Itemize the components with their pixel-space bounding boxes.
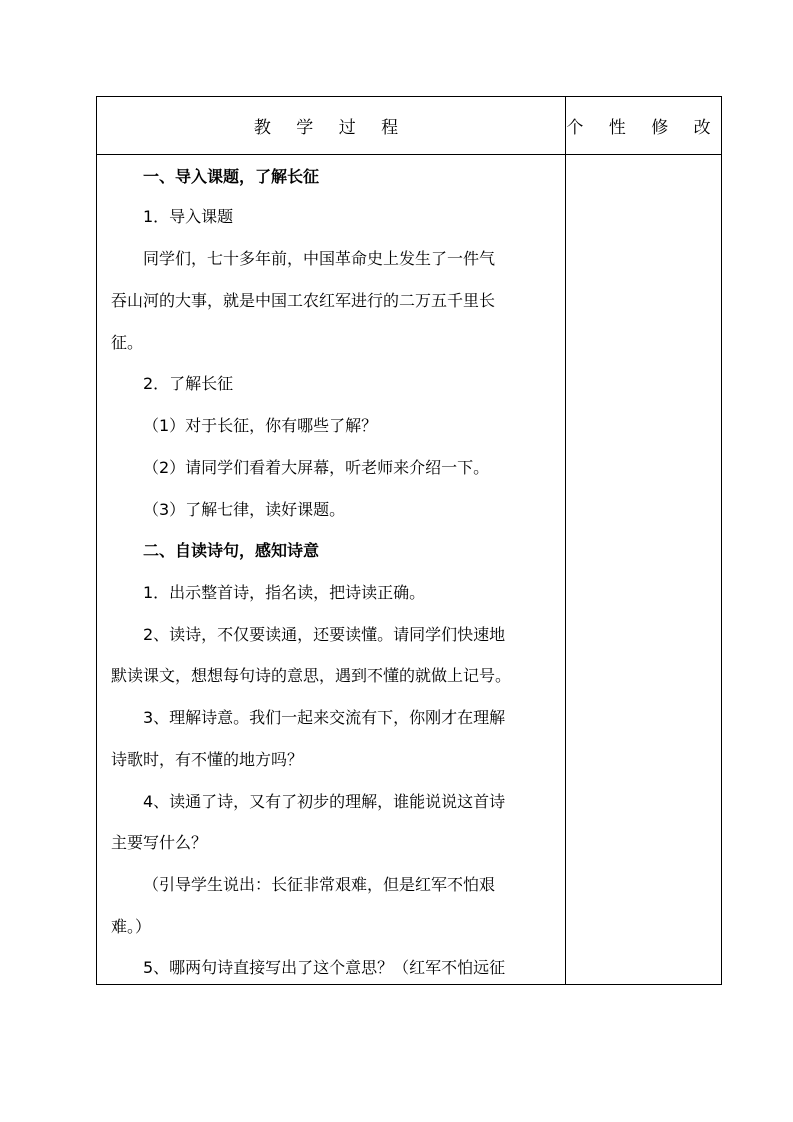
text-line: （3）了解七律，读好课题。 [143,500,346,519]
text-line: 2．了解长征 [143,374,234,393]
text-line: 诗歌时，有不懂的地方吗？ [111,750,304,769]
text-line: 征。 [111,333,144,352]
section-heading: 一、导入课题，了解长征 [143,167,320,186]
text-line: 难。） [111,917,152,936]
text-line: 同学们，七十多年前，中国革命史上发生了一件气 [143,249,496,268]
text-line: 2、读诗，不仅要读通，还要读懂。请同学们快速地 [143,625,506,644]
text-line: 4、读通了诗，又有了初步的理解，谁能说说这首诗 [143,792,506,811]
text-line: 1．出示整首诗，指名读，把诗读正确。 [143,583,426,602]
text-line: 1．导入课题 [143,207,234,226]
text-line: 3、理解诗意。我们一起来交流有下，你刚才在理解 [143,708,506,727]
header-personal-revision: 个 性 修 改 [566,118,721,138]
header-teaching-process: 教 学 过 程 [253,118,409,138]
text-line: 吞山河的大事，就是中国工农红军进行的二万五千里长 [111,291,496,310]
section-heading: 二、自读诗句，感知诗意 [143,541,320,560]
text-line: （1）对于长征，你有哪些了解？ [143,416,378,435]
lesson-plan-table [96,96,722,985]
text-line: （2）请同学们看着大屏幕，听老师来介绍一下。 [143,458,490,477]
personal-revision-cell [566,155,721,984]
text-line: 默读课文，想想每句诗的意思，遇到不懂的就做上记号。 [111,666,512,685]
text-line: 主要写什么？ [111,833,208,852]
teaching-process-cell [97,155,565,984]
text-line: 5、哪两句诗直接写出了这个意思？（红军不怕远征 [143,958,506,977]
table-header-row [97,97,721,155]
text-line: （引导学生说出：长征非常艰难，但是红军不怕艰 [143,875,496,894]
